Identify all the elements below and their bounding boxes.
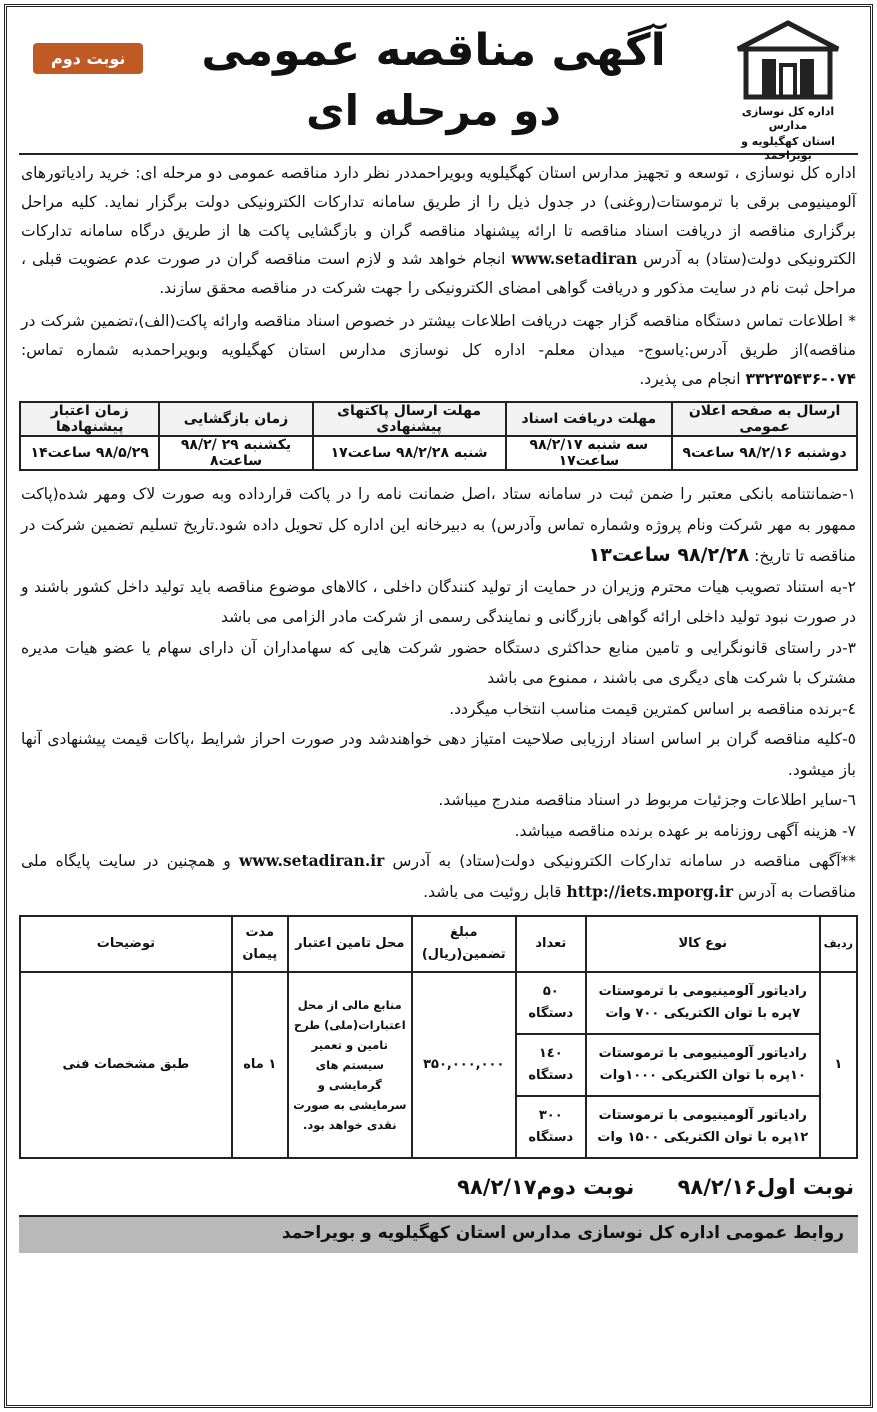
condition-item	[21, 479, 856, 572]
condition-item: ٥-کلیه مناقصه گران بر اساس اسناد ارزیابی صلاحیت امتیاز دهی خواهندشد ودر صورت احراز شرایط ،پاکات قیمت پیشنهادی آنها باز میشود.	[21, 730, 856, 779]
setad-url-link[interactable]: www.setadiran.ir	[238, 851, 385, 871]
schedule-value: ۹۸/۵/۲۹ ساعت۱۴	[20, 436, 159, 470]
condition-item: ٦-سایر اطلاعات وجزئیات مربوط در اسناد مناقصه مندرج میباشد.	[438, 791, 856, 810]
product-name: رادیاتور آلومینیومی با ترموستات ۷پره با توان الکتریکی ۷۰۰ وات	[586, 972, 820, 1034]
contact-text: * اطلاعات تماس دستگاه مناقصه گزار جهت دریافت اطلاعات بیشتر در خصوص اسناد مناقصه وارائه پاکت(الف)،تضمین شرکت در مناقصه)از طریق آدرس:یاسوج- میدان معلم- اداره کل نوسازی مدارس استان کهگیلویه وبویراحمدبه شماره تماس:	[21, 311, 856, 359]
intro-text: اداره کل نوسازی ، توسعه و تجهیز مدارس استان کهگیلویه وبویراحمددر نظر دارد مناقصه عمومی دو مرحله ای: خرید رادیاتورهای آلومینیومی برقی با ترموستات(روغنی) در جدول ذیل را از طریق سامانه تدارکات الکترونیکی دولت برگزار نماید. کلیه مراحل برگزاری مناقصه از دریافت اسناد مناقصه تا ارائه پیشنهاد مناقصه گران و بازگشایی پاکت ها از طریق درگاه سامانه تدارکات الکترونیکی دولت(ستاد) به آدرس	[21, 164, 856, 269]
conditions-list	[19, 477, 858, 907]
intro-tail: انجام خواهد شد و لازم است مناقصه گران در صورت عدم عضویت قبلی ، مراحل ثبت نام در سایت مذکور و دریافت گواهی امضای الکترونیکی را جهت شرکت در مناقصه محقق سازند.	[21, 250, 856, 298]
iets-url-link[interactable]: http://iets.mporg.ir	[566, 881, 734, 901]
schedule-header: زمان بازگشایی	[159, 402, 312, 436]
condition-text: ۱-ضمانتنامه بانکی معتبر را ضمن ثبت در سامانه ستاد ،اصل ضمانت نامه را در پاکت قرارداده وبه صورت لاک ومهر شده(پاکت ممهور به مهر شرکت ونام پروژه وشماره تماس وآدرس) به دبیرخانه این اداره کل تحویل داده شود.تاریخ تسلیم تضمین شرکت در مناقصه تا تاریخ:	[21, 485, 856, 566]
goods-header: مبلغ تضمین(ریال)	[412, 916, 516, 972]
second-round: نوبت دوم۹۸/۲/۱۷	[457, 1175, 635, 1200]
notes: طبق مشخصات فنی	[20, 972, 232, 1158]
schedule-value: دوشنبه ۹۸/۲/۱۶ ساعت۹	[672, 436, 857, 470]
header	[19, 13, 858, 162]
intro-paragraph	[19, 155, 858, 303]
first-round: نوبت اول۹۸/۲/۱۶	[677, 1175, 854, 1200]
product-name: رادیاتور آلومینیومی با ترموستات ۱۲پره با توان الکتریکی ۱۵۰۰ وات	[586, 1096, 820, 1158]
product-name: رادیاتور آلومینیومی با ترموستات ۱۰پره با توان الکتریکی ۱۰۰۰وات	[586, 1034, 820, 1096]
product-qty: ۱٤۰ دستگاه	[516, 1034, 586, 1096]
condition-item: ۲-به استناد تصویب هیات محترم وزیران در حمایت از تولید کنندگان داخلی ، کالاهای موضوع مناقصه باید تولید داخل کشور باشند و در صورت نبود تولید داخلی ارائه گواهی بازرگانی و نمایندگی رسمی از شرکت مادر الزامی می باشد	[21, 577, 856, 627]
schedule-table	[19, 401, 858, 471]
school-building-icon	[732, 19, 844, 103]
goods-header: نوع کالا	[586, 916, 820, 972]
goods-table	[19, 915, 858, 1159]
schedule-value-row	[20, 436, 857, 470]
contact-tail: انجام می پذیرد.	[639, 369, 741, 388]
notice-page	[4, 4, 873, 1408]
goods-header-row	[20, 916, 857, 972]
goods-header: توضیحات	[20, 916, 232, 972]
schedule-header-row	[20, 402, 857, 436]
title-line-1: آگهی مناقصه عمومی	[201, 25, 666, 76]
goods-header: محل تامین اعتبار	[288, 916, 412, 972]
goods-header: تعداد	[516, 916, 586, 972]
product-qty: ۵۰ دستگاه	[516, 972, 586, 1034]
public-relations-footer: روابط عمومی اداره کل نوسازی مدارس استان کهگیلویه و بویراحمد	[19, 1215, 858, 1253]
contact-paragraph	[19, 303, 858, 393]
title-line-2: دو مرحله ای	[306, 86, 561, 135]
logo-line-1: اداره کل نوسازی مدارس	[741, 105, 835, 132]
organization-logo	[722, 19, 854, 163]
goods-row	[20, 972, 857, 1034]
row-number: ۱	[820, 972, 857, 1158]
contact-phone: ۰۷۴-۳۳۲۳۵۴۳۶	[745, 369, 856, 388]
condition-item: ۷- هزینه آگهی روزنامه بر عهده برنده مناقصه میباشد.	[514, 821, 856, 840]
round-badge: نوبت دوم	[33, 43, 143, 74]
schedule-value: شنبه ۹۸/۲/۲۸ ساعت۱۷	[313, 436, 506, 470]
note-text: **آگهی مناقصه در سامانه تدارکات الکترونیکی دولت(ستاد) به آدرس	[392, 852, 856, 871]
schedule-value: سه شنبه ۹۸/۲/۱۷ ساعت۱۷	[506, 436, 673, 470]
condition-item: ۳-در راستای قانونگرایی و تامین منابع حداکثری دستگاه حضور شرکت هایی که سهامداران آن دارای سهام یا عضو هیات مدیره مشترک با شرکت های دیگری می باشند ، ممنوع می باشد	[21, 638, 856, 688]
schedule-value: یکشنبه ۲۹ /۹۸/۲ ساعت۸	[159, 436, 312, 470]
schedule-header: مهلت دریافت اسناد	[506, 402, 673, 436]
contract-duration: ۱ ماه	[232, 972, 288, 1158]
guarantee-amount: ۳۵۰,۰۰۰,۰۰۰	[412, 972, 516, 1158]
funding-source: منابع مالی از محل اعتبارات(ملی) طرح تامین و تعمیر سیستم های گرمایشی و سرمایشی به صورت نقدی خواهد بود.	[288, 972, 412, 1158]
schedule-header: ارسال به صفحه اعلان عمومی	[672, 402, 857, 436]
goods-header: مدت پیمان	[232, 916, 288, 972]
goods-header: ردیف	[820, 916, 857, 972]
schedule-header: زمان اعتبار پیشنهادها	[20, 402, 159, 436]
setad-link[interactable]: www.setadiran	[511, 249, 638, 269]
logo-line-2: استان کهگیلویه و بویراحمد	[741, 135, 835, 162]
publication-note	[21, 846, 856, 907]
schedule-header: مهلت ارسال پاکتهای پیشنهادی	[313, 402, 506, 436]
page-title	[159, 21, 708, 141]
note-tail: قابل روئیت می باشد.	[423, 882, 562, 901]
publication-stages	[19, 1159, 858, 1203]
condition-item: ٤-برنده مناقصه بر اساس کمترین قیمت مناسب انتخاب میگردد.	[449, 699, 856, 718]
note-mid: و همچنین در سایت پایگاه ملی مناقصات به آدرس	[21, 852, 856, 901]
product-qty: ۳۰۰ دستگاه	[516, 1096, 586, 1158]
guarantee-deadline: ۹۸/۲/۲۸ ساعت۱۳	[588, 544, 750, 567]
